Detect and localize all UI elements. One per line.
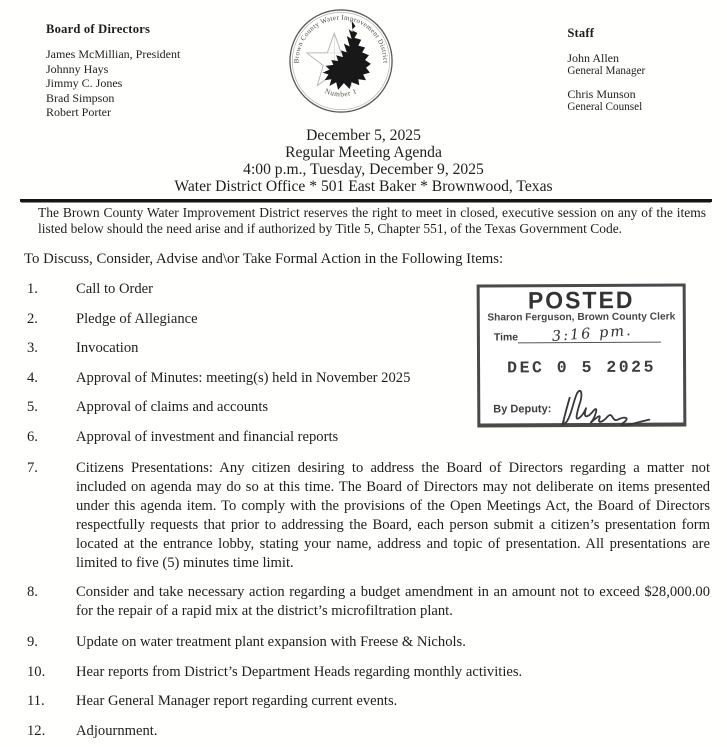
agenda-intro: To Discuss, Consider, Advise and\or Take Formal Action in the Following Items:	[24, 251, 504, 268]
board-member: James McMillian, President	[46, 47, 181, 61]
staff-member-title: General Manager	[567, 65, 646, 77]
board-member: Brad Simpson	[46, 90, 115, 105]
item-text: Hear reports from District’s Department Heads regarding monthly activities.	[76, 663, 523, 680]
deputy-label: By Deputy:	[493, 403, 552, 416]
agenda-item	[0, 583, 727, 621]
meeting-header	[0, 127, 727, 195]
agenda-item	[0, 459, 727, 573]
posted-stamp-time-row	[493, 322, 661, 345]
posted-stamp-clerk: Sharon Ferguson, Brown County Clerk	[487, 311, 676, 324]
agenda-item	[0, 633, 727, 652]
item-number: 10.	[27, 663, 46, 680]
posted-stamp	[477, 283, 687, 427]
posted-stamp-deputy-row	[493, 387, 658, 422]
agenda-item	[0, 722, 727, 741]
board-heading: Board of Directors	[46, 22, 151, 36]
posted-stamp-title: POSTED	[527, 286, 635, 314]
svg-text:Brown County Water Improvement	[293, 14, 390, 64]
item-text: Citizens Presentations: Any citizen desiring to address the Board of Directors regarding a matter not included on agenda may do so at this time. The Board of Directors may not deliberate on items presented under this agenda item. To comply with the provisions of the Open Meetings Act, the Board of Directors respectfully requests that prior to addressing the Board, each person submit a citizen’s presentation form located at the entrance lobby, stating your name, address and topic of presentation. All presentations are limited to five (5) minutes time limit.	[76, 459, 710, 571]
agenda-item	[0, 692, 727, 711]
time-underline	[518, 322, 661, 345]
item-number: 4.	[27, 369, 38, 386]
item-number: 5.	[27, 399, 38, 416]
board-of-directors-block	[46, 8, 276, 120]
item-number: 11.	[27, 693, 45, 710]
masthead	[0, 0, 727, 123]
item-text: Invocation	[76, 340, 139, 357]
time-label: Time	[493, 332, 519, 344]
item-text: Update on water treatment plant expansion with Freese & Nichols.	[76, 634, 466, 651]
item-text: Approval of claims and accounts	[76, 399, 269, 416]
meeting-time: 4:00 p.m., Tuesday, December 9, 2025	[243, 161, 484, 178]
item-number: 3.	[27, 340, 38, 357]
item-text: Call to Order	[76, 281, 154, 298]
staff-block	[567, 8, 727, 123]
seal-top-text: Brown County Water Improvement District	[292, 13, 390, 64]
item-number: 9.	[27, 634, 38, 651]
meeting-title: Regular Meeting Agenda	[285, 144, 442, 161]
board-member: Robert Porter	[46, 105, 111, 120]
board-member: Johnny Hays	[46, 61, 109, 76]
item-text: Pledge of Allegiance	[76, 310, 198, 327]
item-text: Consider and take necessary action regarding a budget amendment in an amount not to exceed $28,000.00 for the repair of a rapid mix at the district’s microfiltration plant.	[76, 584, 710, 620]
seal-bottom-text: Number 1	[324, 86, 359, 99]
meeting-date: December 5, 2025	[306, 127, 421, 144]
staff-heading: Staff	[567, 26, 595, 40]
item-number: 12.	[27, 722, 46, 739]
item-number: 1.	[27, 281, 38, 298]
item-number: 8.	[27, 584, 38, 601]
svg-text:Number 1	[324, 86, 359, 98]
handwritten-time: 3:16 pm.	[551, 322, 634, 345]
staff-member-title: General Counsel	[567, 101, 643, 113]
item-number: 6.	[27, 428, 38, 445]
executive-session-notice: The Brown County Water Improvement District reserves the right to meet in closed, executive session on any of the items listed below should the need arise and if authorized by Title 5, Chapter 551, of the Texas Government Code.	[38, 204, 706, 236]
staff-member-name: John Allen	[567, 51, 619, 65]
district-seal	[276, 8, 408, 114]
item-number: 2.	[27, 310, 38, 327]
item-text: Approval of investment and financial reports	[76, 428, 339, 445]
deputy-signature-icon	[554, 387, 658, 434]
staff-member-name: Chris Munson	[567, 87, 636, 101]
district-seal-icon	[288, 8, 394, 114]
item-text: Approval of Minutes: meeting(s) held in November 2025	[76, 369, 411, 386]
item-number: 7.	[27, 459, 38, 476]
meeting-location: Water District Office * 501 East Baker * Brownwood, Texas	[174, 178, 553, 195]
item-text: Adjournment.	[76, 722, 158, 739]
lake-silhouette-icon	[323, 21, 371, 90]
agenda-item	[0, 663, 727, 682]
posted-stamp-date: DEC 0 5 2025	[507, 357, 657, 378]
item-text: Hear General Manager report regarding current events.	[76, 693, 398, 710]
header-divider	[20, 199, 712, 202]
board-member: Jimmy C. Jones	[46, 76, 123, 91]
